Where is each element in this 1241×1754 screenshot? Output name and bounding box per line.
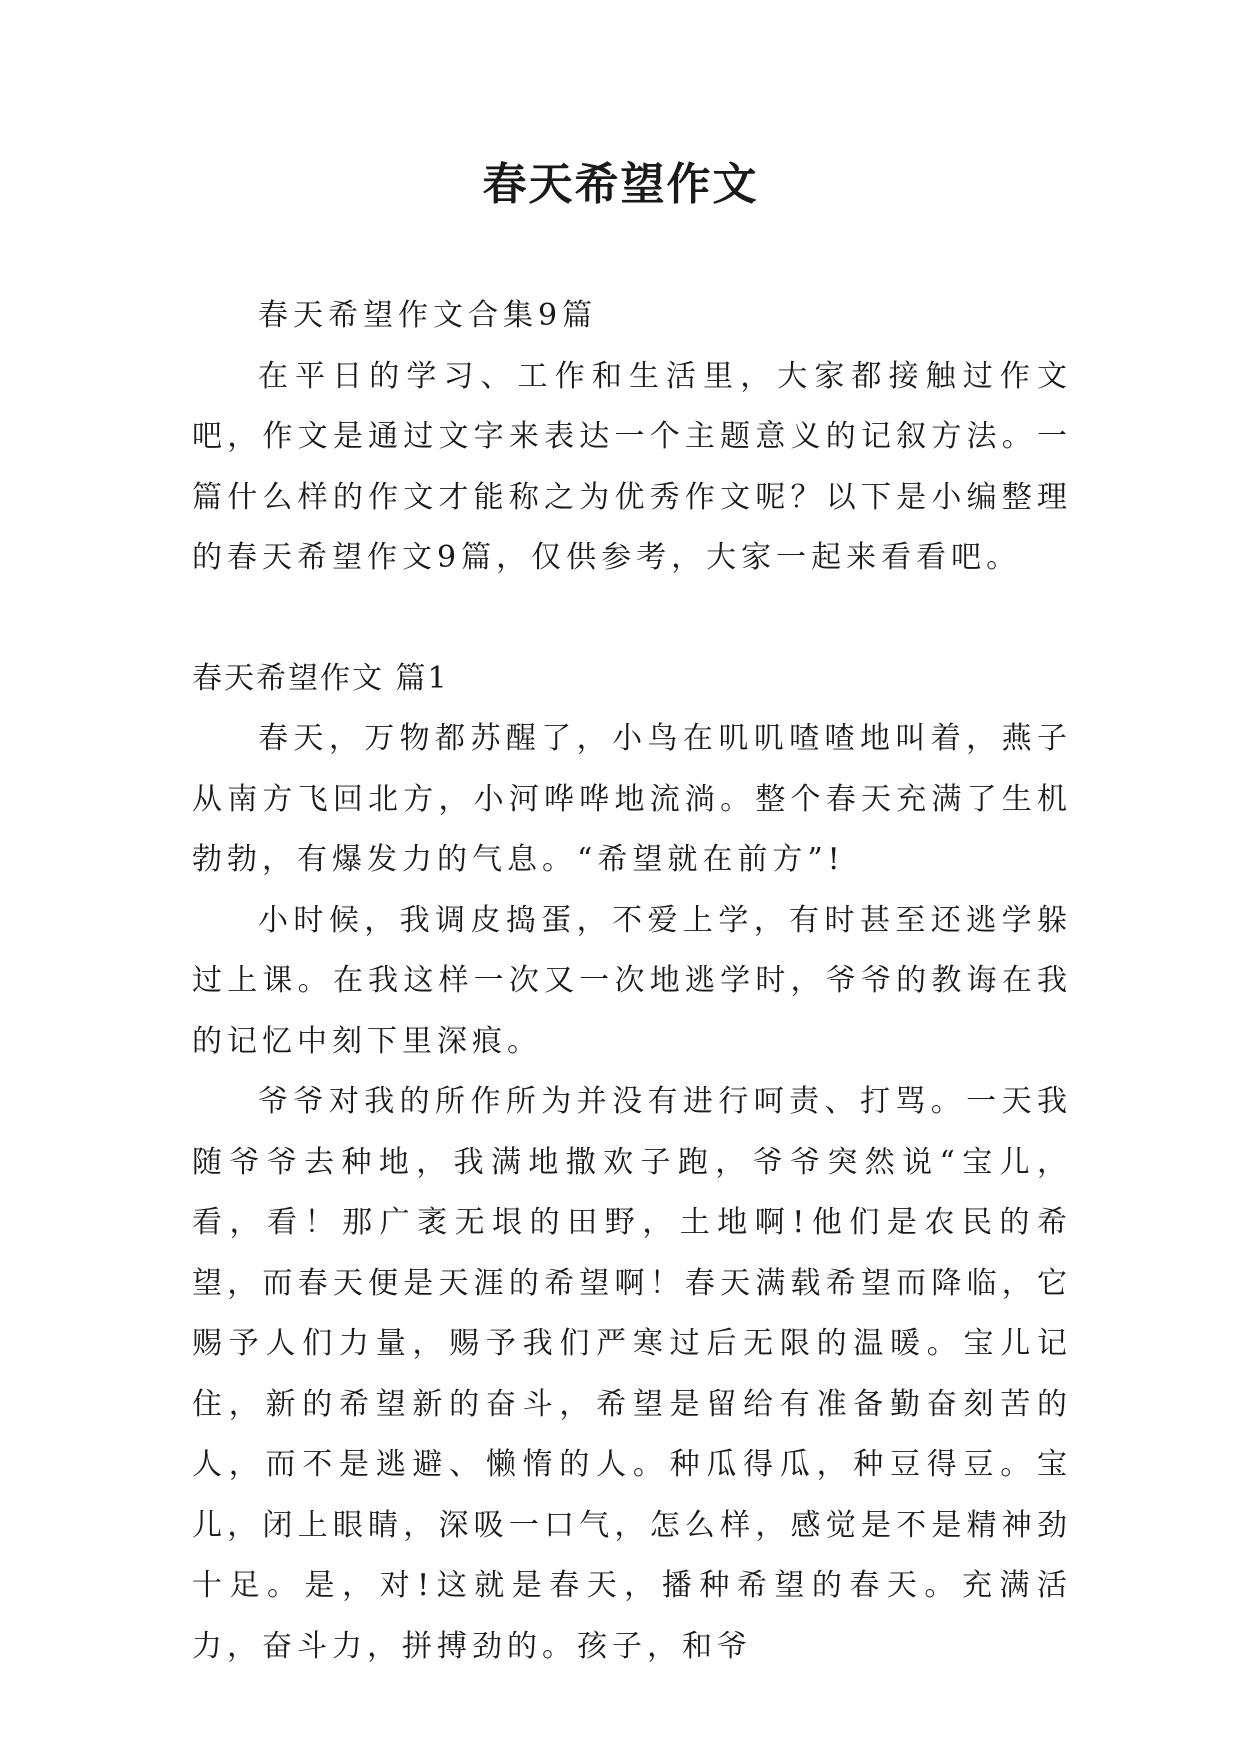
subtitle: 春天希望作文合集9篇	[258, 298, 598, 333]
body-paragraph: 爷爷对我的所作所为并没有进行呵责、打骂。一天我随爷爷去种地，我满地撒欢子跑，爷爷突然说“宝儿，看，看！那广袤无垠的田野，土地啊!他们是农民的希望，而春天便是天涯的希望啊！春天满载希望而降临，它赐予人们力量，赐予我们严寒过后无限的温暖。宝儿记住，新的希望新的奋斗，希望是留给有准备勤奋刻苦的人，而不是逃避、懒惰的人。种瓜得瓜，种豆得豆。宝儿，闭上眼睛，深吸一口气，怎么样，感觉是不是精神劲十足。是，对!这就是春天，播种希望的春天。充满活力，奋斗力，拼搏劲的。孩子，和爷	[192, 1084, 1072, 1664]
document-title: 春天希望作文	[482, 159, 759, 210]
section-heading: 春天希望作文 篇1	[192, 660, 449, 696]
intro-paragraph: 在平日的学习、工作和生活里，大家都接触过作文吧，作文是通过文字来表达一个主题意义的记叙方法。一篇什么样的作文才能称之为优秀作文呢？以下是小编整理的春天希望作文9篇，仅供参考，大家一起来看看吧。	[192, 358, 1072, 575]
body-paragraph: 春天，万物都苏醒了，小鸟在叽叽喳喳地叫着，燕子从南方飞回北方，小河哗哗地流淌。整个春天充满了生机勃勃，有爆发力的气息。“希望就在前方”!	[192, 721, 1072, 877]
document-body	[192, 286, 1072, 1677]
body-paragraph: 小时候，我调皮捣蛋，不爱上学，有时甚至还逃学躲过上课。在我这样一次又一次地逃学时，爷爷的教诲在我的记忆中刻下里深痕。	[192, 902, 1072, 1059]
section-spacer	[192, 589, 1072, 649]
